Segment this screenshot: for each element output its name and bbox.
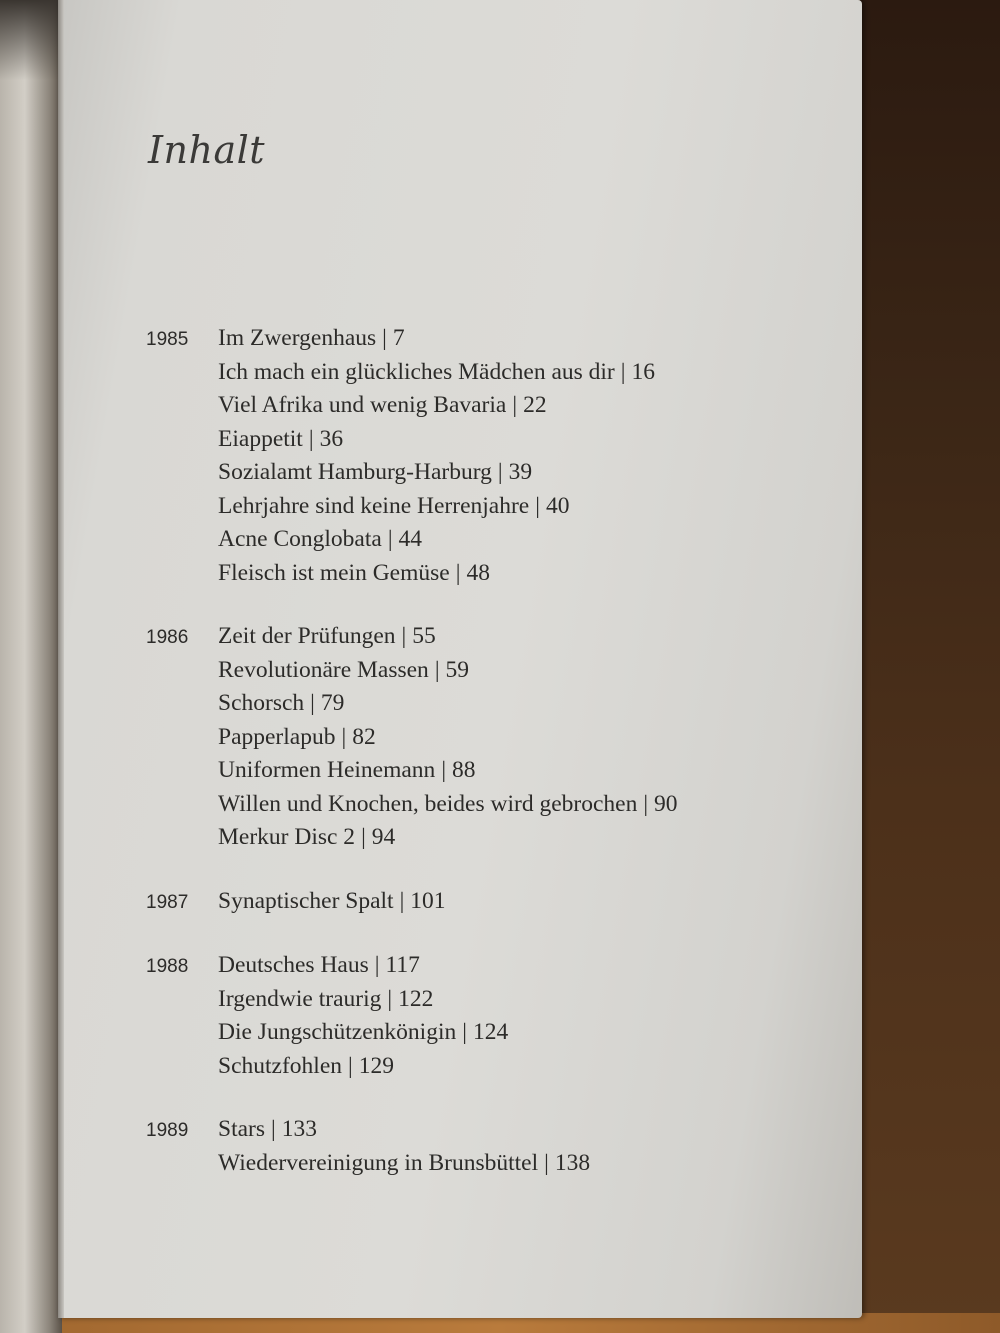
left-facing-page-edge	[0, 0, 62, 1333]
toc-entry-list	[218, 620, 678, 855]
wooden-table-background	[860, 0, 1000, 1333]
toc-entry-title: Irgendwie traurig	[218, 985, 382, 1012]
toc-year: 1989	[146, 1120, 189, 1141]
toc-entry-page-number: 122	[398, 985, 434, 1012]
toc-entry	[218, 654, 678, 688]
toc-entry	[218, 423, 655, 457]
toc-entry-title: Uniformen Heinemann	[218, 757, 436, 783]
toc-entry-page-number: 88	[452, 757, 476, 783]
book-page	[58, 0, 862, 1318]
toc-year-section	[146, 1113, 826, 1180]
toc-year: 1987	[146, 891, 189, 913]
toc-separator: |	[497, 459, 503, 485]
toc-entry-page-number: 79	[320, 690, 345, 716]
toc-entry	[218, 1113, 590, 1147]
toc-entry-page-number: 129	[358, 1052, 394, 1079]
toc-entry	[218, 885, 446, 919]
toc-entry-title: Sozialamt Hamburg-Harburg	[218, 459, 492, 485]
toc-entry	[218, 1147, 590, 1181]
toc-separator: |	[535, 492, 540, 519]
toc-separator: |	[399, 887, 405, 914]
toc-entry	[218, 821, 678, 855]
page-shadow	[0, 0, 62, 80]
toc-entry-page-number: 90	[654, 790, 678, 817]
toc-entry-title: Die Jungschützenkönigin	[218, 1019, 457, 1045]
toc-entry-title: Schorsch	[218, 690, 305, 716]
toc-separator: |	[544, 1149, 549, 1176]
toc-entry	[218, 1016, 508, 1050]
toc-entry	[218, 687, 678, 721]
toc-entry-page-number: 7	[392, 325, 405, 351]
toc-separator: |	[434, 656, 440, 683]
toc-year: 1986	[146, 627, 189, 648]
toc-entry-title: Schutzfohlen	[218, 1052, 342, 1079]
toc-entry-title: Zeit der Prüfungen	[218, 623, 396, 649]
toc-entry	[218, 389, 655, 423]
toc-separator: |	[374, 952, 380, 978]
toc-entry-title: Synaptischer Spalt	[218, 887, 394, 914]
toc-year-section	[146, 949, 826, 1083]
toc-entry	[218, 949, 508, 983]
toc-year-section	[146, 885, 826, 920]
toc-entry-list	[218, 322, 655, 590]
toc-separator: |	[441, 757, 447, 783]
toc-entry-title: Papperlapub	[218, 723, 336, 750]
toc-entry	[218, 983, 508, 1017]
toc-entry-page-number: 55	[412, 623, 436, 649]
toc-year: 1988	[146, 956, 189, 977]
toc-entry-page-number: 39	[508, 459, 533, 485]
toc-year: 1985	[146, 329, 189, 350]
toc-separator: |	[455, 559, 461, 586]
toc-entry-title: Wiedervereinigung in Brunsbüttel	[218, 1149, 539, 1176]
toc-entry-title: Eiappetit	[218, 425, 303, 452]
toc-entry-page-number: 16	[631, 358, 655, 385]
toc-separator: |	[462, 1019, 467, 1045]
toc-entry-list	[218, 1113, 590, 1180]
toc-entry	[218, 721, 678, 755]
toc-entry-title: Ich mach ein glückliches Mädchen aus dir	[218, 358, 615, 385]
toc-entry	[218, 356, 655, 390]
toc-entry-page-number: 138	[554, 1149, 591, 1176]
toc-separator: |	[348, 1052, 353, 1079]
toc-entry-page-number: 22	[523, 392, 547, 418]
toc-entry	[218, 490, 655, 524]
toc-entry-page-number: 82	[352, 723, 376, 750]
toc-entry	[218, 523, 655, 557]
toc-entry	[218, 322, 655, 356]
toc-entry	[218, 1050, 508, 1084]
toc-separator: |	[308, 425, 314, 452]
toc-entry	[218, 754, 678, 788]
toc-entry-title: Merkur Disc 2	[218, 824, 356, 850]
toc-separator: |	[401, 623, 407, 649]
toc-entry-page-number: 40	[545, 492, 570, 519]
toc-separator: |	[512, 392, 518, 418]
toc-entry-title: Viel Afrika und wenig Bavaria	[218, 392, 507, 418]
toc-separator: |	[271, 1116, 276, 1142]
toc-separator: |	[620, 358, 626, 385]
toc-entry-page-number: 48	[466, 559, 490, 586]
toc-separator: |	[643, 790, 649, 817]
toc-separator: |	[361, 824, 366, 850]
table-of-contents	[146, 322, 826, 1210]
toc-entry-page-number: 94	[371, 824, 396, 850]
toc-separator: |	[382, 325, 387, 351]
page-title: Inhalt	[148, 128, 266, 172]
toc-entry-page-number: 44	[398, 526, 423, 552]
toc-entry-list	[218, 949, 508, 1083]
toc-entry-page-number: 117	[385, 952, 420, 978]
toc-separator: |	[387, 526, 393, 552]
toc-entry-title: Fleisch ist mein Gemüse	[218, 559, 450, 586]
toc-year-section	[146, 620, 826, 855]
toc-entry-page-number: 59	[445, 656, 470, 683]
toc-entry-title: Acne Conglobata	[218, 526, 382, 552]
toc-entry-page-number: 124	[472, 1019, 509, 1045]
toc-entry-page-number: 36	[319, 425, 344, 452]
toc-year-section	[146, 322, 826, 590]
toc-entry-title: Deutsches Haus	[218, 952, 369, 978]
toc-entry-title: Im Zwergenhaus	[218, 325, 377, 351]
toc-entry-title: Revolutionäre Massen	[218, 656, 429, 683]
toc-separator: |	[341, 723, 347, 750]
toc-entry-list	[218, 885, 446, 919]
toc-entry-page-number: 133	[281, 1116, 317, 1142]
toc-entry-page-number: 101	[410, 887, 446, 914]
toc-entry	[218, 557, 655, 591]
toc-entry	[218, 788, 678, 822]
toc-entry	[218, 620, 678, 654]
toc-entry-title: Lehrjahre sind keine Herrenjahre	[218, 492, 530, 519]
toc-entry-title: Stars	[218, 1116, 265, 1142]
toc-entry	[218, 456, 655, 490]
toc-separator: |	[310, 690, 315, 716]
page-gutter	[58, 0, 64, 1318]
toc-entry-title: Willen und Knochen, beides wird gebrochen	[218, 790, 638, 817]
toc-separator: |	[387, 985, 393, 1012]
